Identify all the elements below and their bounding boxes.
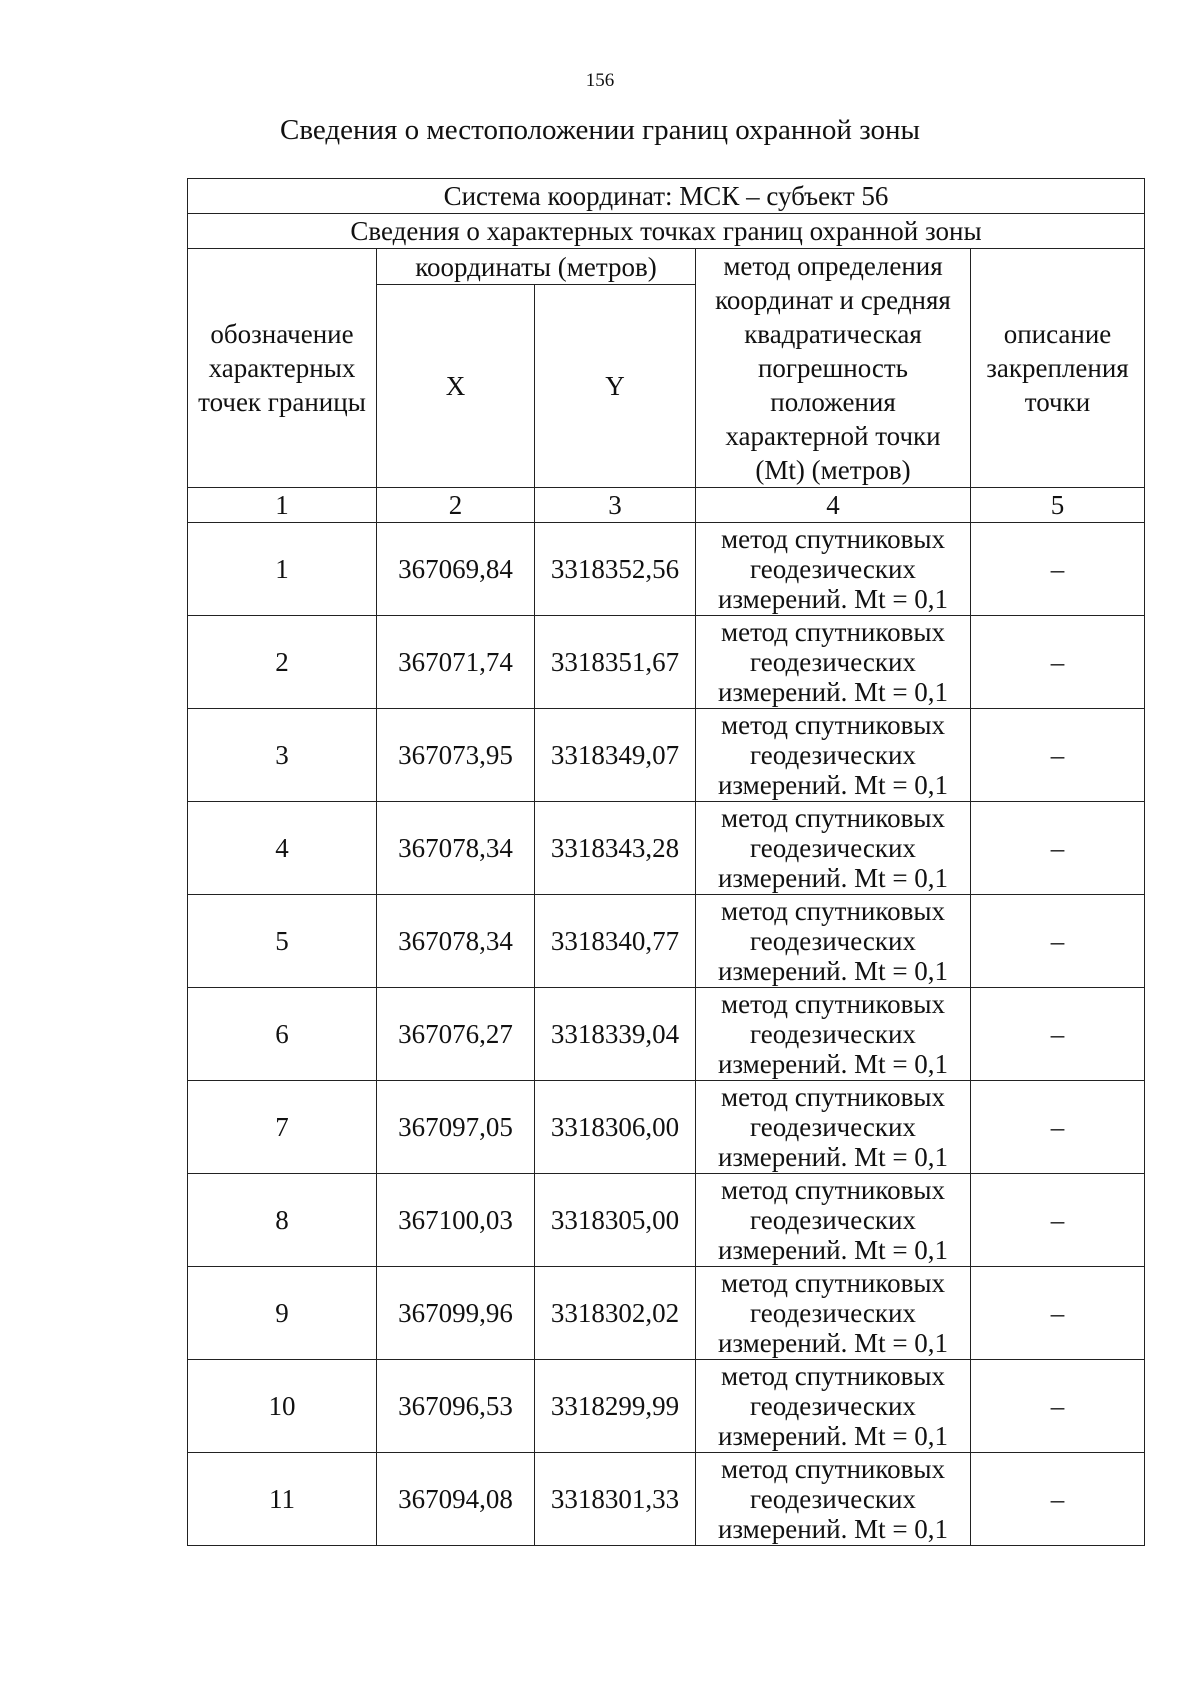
cell-x: 367071,74 (377, 616, 535, 709)
column-number-1: 1 (188, 488, 377, 523)
column-header-coordinates: координаты (метров) (377, 249, 696, 285)
cell-method: метод спутниковых геодезических измерений. Mt = 0,1 (696, 523, 971, 616)
cell-description: – (971, 1081, 1145, 1174)
table-row (188, 1360, 1145, 1453)
column-number-2: 2 (377, 488, 535, 523)
cell-method: метод спутниковых геодезических измерений. Mt = 0,1 (696, 616, 971, 709)
column-header-point: обозначение характерных точек границы (188, 249, 377, 488)
cell-method: метод спутниковых геодезических измерений. Mt = 0,1 (696, 802, 971, 895)
table-row (188, 988, 1145, 1081)
cell-description: – (971, 709, 1145, 802)
cell-point: 3 (188, 709, 377, 802)
column-header-x: X (377, 285, 535, 488)
cell-method: метод спутниковых геодезических измерений. Mt = 0,1 (696, 1081, 971, 1174)
cell-y: 3318352,56 (535, 523, 696, 616)
cell-point: 1 (188, 523, 377, 616)
cell-point: 10 (188, 1360, 377, 1453)
cell-method: метод спутниковых геодезических измерений. Mt = 0,1 (696, 1360, 971, 1453)
cell-x: 367099,96 (377, 1267, 535, 1360)
table-row (188, 709, 1145, 802)
cell-description: – (971, 988, 1145, 1081)
cell-method: метод спутниковых геодезических измерений. Mt = 0,1 (696, 1453, 971, 1546)
cell-x: 367078,34 (377, 895, 535, 988)
cell-description: – (971, 1174, 1145, 1267)
coordinate-system-header: Система координат: МСК – субъект 56 (188, 179, 1145, 214)
page-number: 156 (585, 70, 615, 91)
cell-x: 367076,27 (377, 988, 535, 1081)
cell-y: 3318301,33 (535, 1453, 696, 1546)
column-header-description: описание закрепления точки (971, 249, 1145, 488)
cell-y: 3318305,00 (535, 1174, 696, 1267)
cell-y: 3318306,00 (535, 1081, 696, 1174)
cell-x: 367078,34 (377, 802, 535, 895)
table-row (188, 1174, 1145, 1267)
cell-description: – (971, 1360, 1145, 1453)
cell-point: 5 (188, 895, 377, 988)
column-number-5: 5 (971, 488, 1145, 523)
cell-y: 3318299,99 (535, 1360, 696, 1453)
cell-method: метод спутниковых геодезических измерений. Mt = 0,1 (696, 988, 971, 1081)
cell-description: – (971, 1453, 1145, 1546)
table-row (188, 802, 1145, 895)
table-row (188, 1267, 1145, 1360)
cell-description: – (971, 523, 1145, 616)
cell-point: 6 (188, 988, 377, 1081)
table-row (188, 1081, 1145, 1174)
cell-y: 3318339,04 (535, 988, 696, 1081)
cell-point: 2 (188, 616, 377, 709)
table-row (188, 616, 1145, 709)
cell-method: метод спутниковых геодезических измерений. Mt = 0,1 (696, 895, 971, 988)
column-number-3: 3 (535, 488, 696, 523)
cell-y: 3318351,67 (535, 616, 696, 709)
cell-point: 8 (188, 1174, 377, 1267)
cell-description: – (971, 802, 1145, 895)
cell-method: метод спутниковых геодезических измерений. Mt = 0,1 (696, 1174, 971, 1267)
cell-y: 3318302,02 (535, 1267, 696, 1360)
table-row (188, 895, 1145, 988)
cell-method: метод спутниковых геодезических измерений. Mt = 0,1 (696, 709, 971, 802)
cell-x: 367096,53 (377, 1360, 535, 1453)
column-header-method: метод определения координат и средняя квадратическая погрешность положения характерной точки (Mt) (метров) (696, 249, 971, 488)
cell-x: 367069,84 (377, 523, 535, 616)
cell-x: 367097,05 (377, 1081, 535, 1174)
cell-point: 9 (188, 1267, 377, 1360)
cell-point: 11 (188, 1453, 377, 1546)
cell-point: 7 (188, 1081, 377, 1174)
cell-y: 3318340,77 (535, 895, 696, 988)
cell-y: 3318343,28 (535, 802, 696, 895)
cell-method: метод спутниковых геодезических измерений. Mt = 0,1 (696, 1267, 971, 1360)
cell-point: 4 (188, 802, 377, 895)
cell-description: – (971, 895, 1145, 988)
table-row (188, 523, 1145, 616)
cell-x: 367073,95 (377, 709, 535, 802)
cell-description: – (971, 616, 1145, 709)
cell-description: – (971, 1267, 1145, 1360)
column-number-4: 4 (696, 488, 971, 523)
boundary-points-table (187, 178, 1145, 1546)
cell-x: 367094,08 (377, 1453, 535, 1546)
cell-x: 367100,03 (377, 1174, 535, 1267)
column-header-y: Y (535, 285, 696, 488)
table-row (188, 1453, 1145, 1546)
document-title: Сведения о местоположении границ охранной зоны (279, 114, 920, 146)
points-info-header: Сведения о характерных точках границ охранной зоны (188, 214, 1145, 249)
cell-y: 3318349,07 (535, 709, 696, 802)
